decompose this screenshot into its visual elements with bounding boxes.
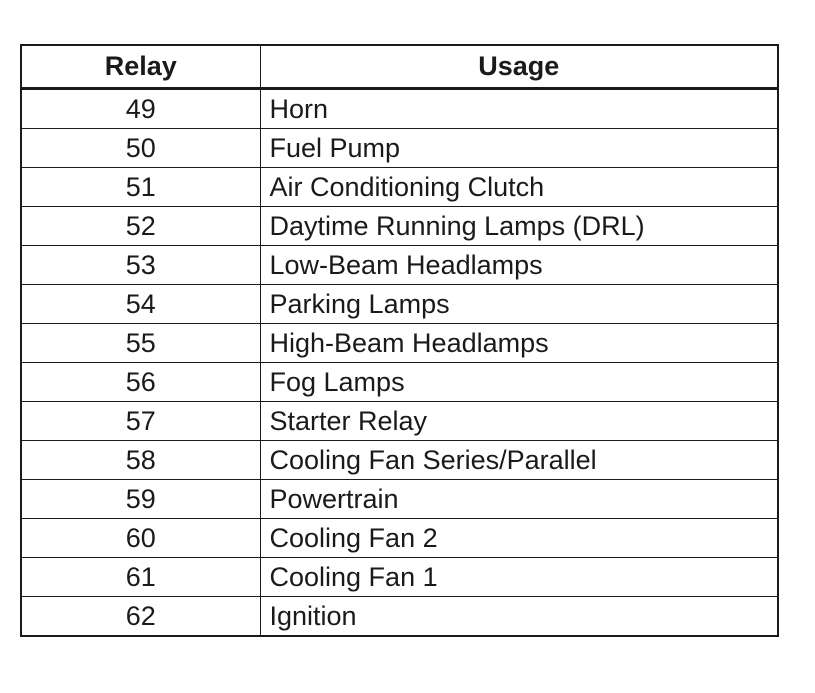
table-row [21, 246, 778, 285]
table-row [21, 207, 778, 246]
relay-number-cell: 58 [21, 441, 260, 480]
usage-column-header: Usage [260, 45, 778, 89]
relay-number-cell: 57 [21, 402, 260, 441]
relay-column-header: Relay [21, 45, 260, 89]
usage-cell: Horn [260, 89, 778, 129]
table-row [21, 168, 778, 207]
table-row [21, 597, 778, 637]
relay-number-cell: 59 [21, 480, 260, 519]
usage-cell: Low-Beam Headlamps [260, 246, 778, 285]
table-row [21, 558, 778, 597]
usage-cell: Ignition [260, 597, 778, 637]
relay-number-cell: 60 [21, 519, 260, 558]
usage-cell: Cooling Fan Series/Parallel [260, 441, 778, 480]
header-row [21, 45, 778, 89]
table-header [21, 45, 778, 89]
usage-cell: High-Beam Headlamps [260, 324, 778, 363]
usage-cell: Cooling Fan 2 [260, 519, 778, 558]
table-row [21, 480, 778, 519]
usage-cell: Air Conditioning Clutch [260, 168, 778, 207]
table-row [21, 129, 778, 168]
relay-number-cell: 54 [21, 285, 260, 324]
usage-cell: Fog Lamps [260, 363, 778, 402]
relay-number-cell: 49 [21, 89, 260, 129]
relay-number-cell: 52 [21, 207, 260, 246]
relay-number-cell: 61 [21, 558, 260, 597]
relay-number-cell: 62 [21, 597, 260, 637]
relay-number-cell: 53 [21, 246, 260, 285]
relay-number-cell: 56 [21, 363, 260, 402]
table-row [21, 285, 778, 324]
table-body [21, 89, 778, 637]
usage-cell: Daytime Running Lamps (DRL) [260, 207, 778, 246]
table-row [21, 324, 778, 363]
relay-number-cell: 55 [21, 324, 260, 363]
usage-cell: Fuel Pump [260, 129, 778, 168]
table-row [21, 519, 778, 558]
relay-usage-table [20, 44, 779, 637]
usage-cell: Cooling Fan 1 [260, 558, 778, 597]
relay-number-cell: 50 [21, 129, 260, 168]
relay-number-cell: 51 [21, 168, 260, 207]
usage-cell: Powertrain [260, 480, 778, 519]
table-row [21, 441, 778, 480]
usage-cell: Starter Relay [260, 402, 778, 441]
usage-cell: Parking Lamps [260, 285, 778, 324]
table-row [21, 402, 778, 441]
table-row [21, 363, 778, 402]
table-row [21, 89, 778, 129]
